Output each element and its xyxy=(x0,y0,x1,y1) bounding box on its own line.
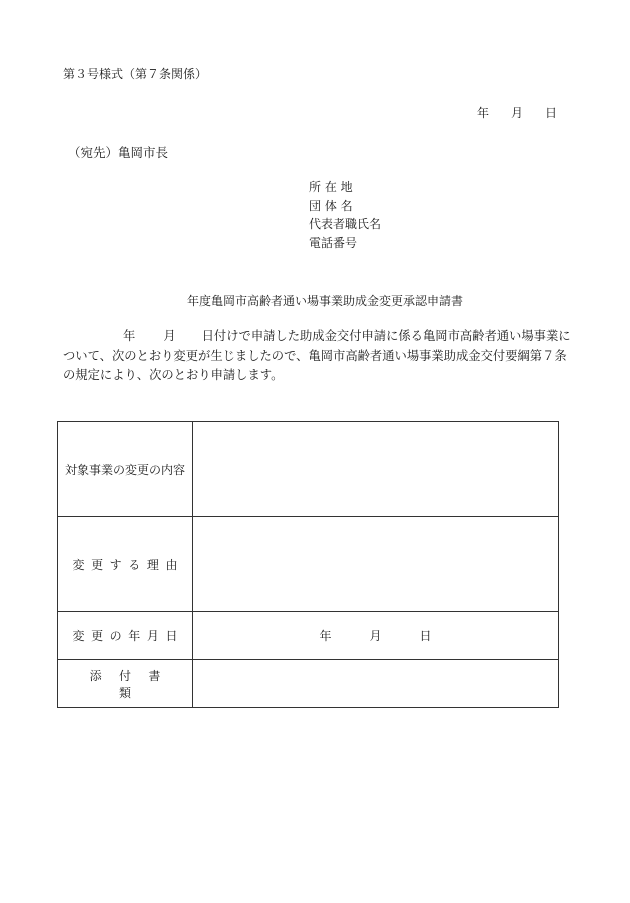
table-row xyxy=(58,612,559,660)
table-row xyxy=(58,517,559,612)
change-reason-label: 変更する理由 xyxy=(58,517,193,612)
representative-label: 代表者職氏名 xyxy=(309,217,382,231)
body-line-1 xyxy=(63,327,573,347)
addressee: （宛先）亀岡市長 xyxy=(68,145,169,160)
body-line-2: ついて、次のとおり変更が生じましたので、亀岡市高齢者通い場事業助成金交付要綱第７条 xyxy=(63,348,567,363)
attachments-label: 添付書類 xyxy=(58,660,193,708)
form-number: 第３号様式（第７条関係） xyxy=(63,67,208,81)
document-title: 年度亀岡市高齢者通い場事業助成金変更承認申請書 xyxy=(187,294,464,308)
change-content-field[interactable] xyxy=(193,422,559,517)
change-content-label: 対象事業の変更の内容 xyxy=(58,422,193,517)
table-row xyxy=(58,422,559,517)
change-date-year: 年 xyxy=(319,629,332,643)
table-row xyxy=(58,660,559,708)
change-date-day: 日 xyxy=(419,629,432,643)
change-date-month: 月 xyxy=(369,629,382,643)
submission-date xyxy=(477,104,557,121)
body-text xyxy=(63,327,573,386)
body-line-1-rest: 日付けで申請した助成金交付申請に係る亀岡市高齢者通い場事業に xyxy=(201,329,571,343)
date-year-label: 年 xyxy=(477,106,490,120)
body-month: 月 xyxy=(163,329,176,343)
group-name-label: 団 体 名 xyxy=(309,198,353,213)
attachments-field[interactable] xyxy=(193,660,559,708)
change-date-field[interactable] xyxy=(193,612,559,660)
phone-label: 電話番号 xyxy=(309,235,358,250)
body-year: 年 xyxy=(123,329,136,343)
change-details-table xyxy=(57,421,559,708)
address-label: 所 在 地 xyxy=(309,180,353,194)
change-reason-field[interactable] xyxy=(193,517,559,612)
body-line-3: の規定により、次のとおり申請します。 xyxy=(63,368,284,382)
date-month-label: 月 xyxy=(511,106,524,120)
date-day-label: 日 xyxy=(545,106,558,120)
applicant-block xyxy=(309,178,381,252)
change-date-label: 変更の年月日 xyxy=(58,612,193,660)
